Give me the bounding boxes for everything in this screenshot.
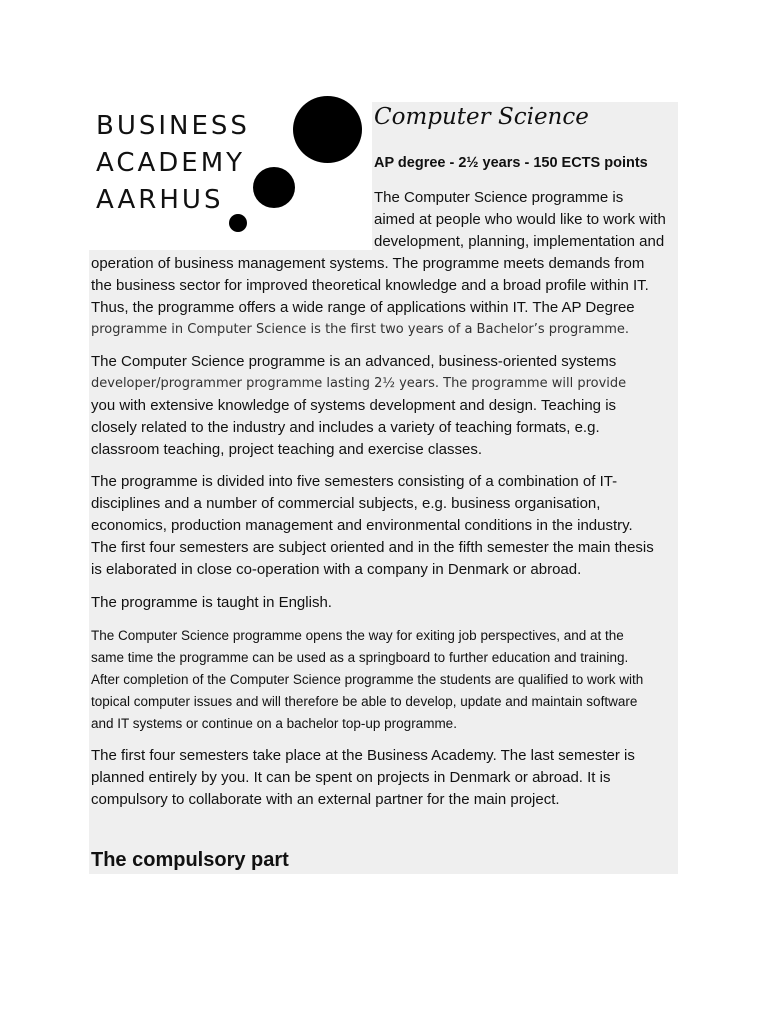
text-line: development, planning, implementation and xyxy=(374,233,665,250)
semesters-paragraph xyxy=(91,471,654,581)
text-line: programme in Computer Science is the first two years of a Bachelor’s programme. xyxy=(91,322,630,337)
business-academy-aarhus-logo xyxy=(96,108,250,219)
project-paragraph xyxy=(91,745,635,811)
text-line: closely related to the industry and includes a variety of teaching formats, e.g. xyxy=(91,419,600,436)
text-line: The Computer Science programme is xyxy=(374,189,624,206)
logo-line: ACADEMY xyxy=(96,148,246,178)
text-line: same time the programme can be used as a springboard to further education and training. xyxy=(91,650,629,665)
text-line: The programme is taught in English. xyxy=(91,594,332,611)
text-line: the business sector for improved theoretical knowledge and a broad profile within IT. xyxy=(91,277,649,294)
text-line: The first four semesters take place at the Business Academy. The last semester is xyxy=(91,747,635,764)
page-title: Computer Science xyxy=(374,104,589,130)
text-line: is elaborated in close co-operation with a company in Denmark or abroad. xyxy=(91,561,582,578)
logo-line: AARHUS xyxy=(96,185,224,215)
text-line: developer/programmer programme lasting 2½ years. The programme will provide xyxy=(91,376,627,391)
logo-dot-large xyxy=(293,96,362,163)
text-line: The Computer Science programme is an advanced, business-oriented systems xyxy=(91,353,617,370)
job-perspectives-paragraph xyxy=(91,625,643,735)
text-line: Thus, the programme offers a wide range of applications within IT. The AP Degree xyxy=(91,299,635,316)
text-line: operation of business management systems. The programme meets demands from xyxy=(91,255,645,272)
text-line: classroom teaching, project teaching and exercise classes. xyxy=(91,441,483,458)
text-line: you with extensive knowledge of systems development and design. Teaching is xyxy=(91,397,617,414)
text-line: economics, production management and environmental conditions in the industry. xyxy=(91,517,633,534)
logo-line: BUSINESS xyxy=(96,111,250,141)
logo-dot-small xyxy=(229,214,247,232)
degree-subtitle: AP degree - 2½ years - 150 ECTS points xyxy=(374,155,648,171)
intro-paragraph-top xyxy=(374,187,666,253)
text-line: topical computer issues and will therefore be able to develop, update and maintain software xyxy=(91,694,638,709)
text-line: and IT systems or continue on a bachelor top-up programme. xyxy=(91,716,457,731)
text-line: aimed at people who would like to work with xyxy=(374,211,666,228)
intro-paragraph-bottom xyxy=(91,253,649,341)
text-line: planned entirely by you. It can be spent on projects in Denmark or abroad. It is xyxy=(91,769,611,786)
section-heading: The compulsory part xyxy=(91,849,289,871)
text-line: disciplines and a number of commercial subjects, e.g. business organisation, xyxy=(91,495,601,512)
text-line: compulsory to collaborate with an external partner for the main project. xyxy=(91,791,560,808)
logo-dot-medium xyxy=(253,167,295,208)
programme-description-paragraph xyxy=(91,351,626,461)
language-paragraph xyxy=(91,592,332,614)
text-line: The first four semesters are subject oriented and in the fifth semester the main thesis xyxy=(91,539,654,556)
text-line: The programme is divided into five semesters consisting of a combination of IT- xyxy=(91,473,618,490)
text-line: The Computer Science programme opens the way for exiting job perspectives, and at the xyxy=(91,628,624,643)
text-line: After completion of the Computer Science programme the students are qualified to work with xyxy=(91,672,644,687)
